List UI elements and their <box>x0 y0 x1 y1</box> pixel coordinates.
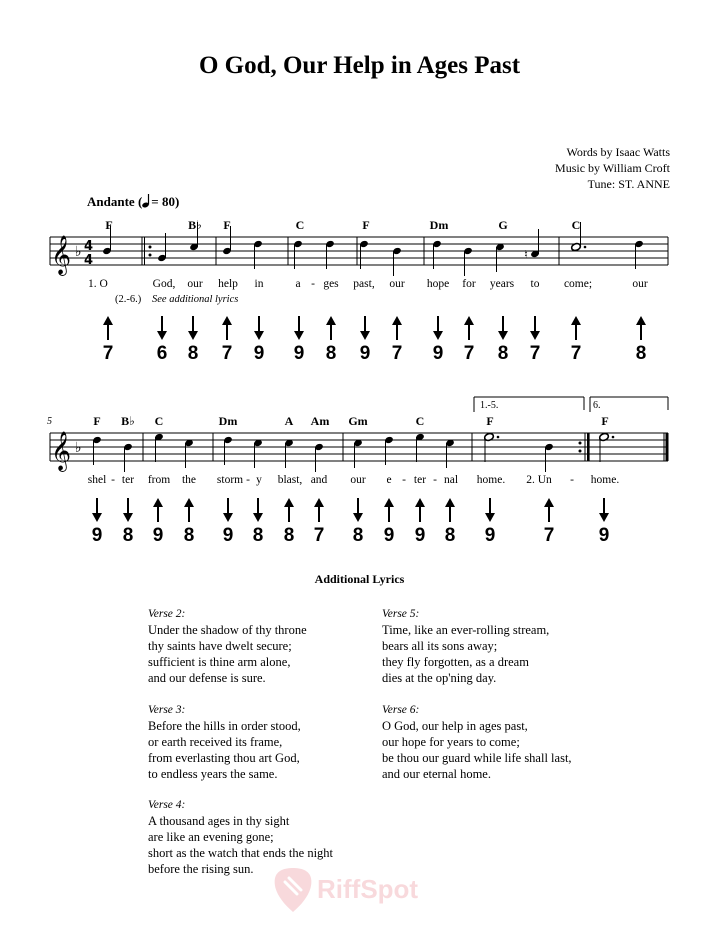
verse-line: O God, our help in ages past, <box>382 719 528 733</box>
additional-lyrics-note: See additional lyrics <box>152 294 239 305</box>
chord-symbol: F <box>223 218 231 232</box>
lyric-syllable: a <box>295 278 301 290</box>
svg-text:4: 4 <box>84 239 94 254</box>
verse-line: our hope for years to come; <box>382 735 520 749</box>
hole-number: 7 <box>529 343 541 364</box>
hole-number: 8 <box>187 343 199 364</box>
chord-symbol: F <box>93 414 101 428</box>
verse-line: or earth received its frame, <box>148 735 283 749</box>
arrow-up-icon <box>384 498 394 522</box>
lyric-syllable: storm <box>216 474 244 486</box>
lyric-syllable: hope <box>426 278 450 290</box>
svg-text:𝄞: 𝄞 <box>51 431 72 471</box>
tempo-bpm: = 80 <box>151 194 175 209</box>
lyric-syllable: our <box>632 278 648 290</box>
lyric-syllable: in <box>254 278 264 290</box>
lyric-syllable: come; <box>563 278 593 290</box>
chord-symbol: C <box>571 218 581 232</box>
credit-music: Music by William Croft <box>555 161 670 175</box>
svg-text:♮: ♮ <box>524 248 528 261</box>
verse-block-5 <box>382 606 549 686</box>
lyric-syllable: the <box>181 474 197 486</box>
lyric-syllable: for <box>462 278 476 290</box>
lyric-syllable: our <box>389 278 405 290</box>
hole-number: 8 <box>444 525 456 546</box>
hole-number: 7 <box>313 525 325 546</box>
verse-line: Under the shadow of thy throne <box>148 623 307 637</box>
verse-line: from everlasting thou art God, <box>148 751 300 765</box>
verse-line: short as the watch that ends the night <box>148 846 334 860</box>
lyric-syllable: e <box>386 474 392 486</box>
hole-number: 8 <box>183 525 195 546</box>
hole-number: 9 <box>293 343 305 364</box>
lyric-syllable: God, <box>152 278 176 290</box>
chord-symbol: C <box>295 218 305 232</box>
hole-number: 9 <box>432 343 444 364</box>
verse-line: and our defense is sure. <box>148 671 266 685</box>
lyric-hyphen: - <box>402 474 406 486</box>
tempo-marking: Andante ( = 80) <box>87 194 180 209</box>
verse-line: to endless years the same. <box>148 767 278 781</box>
harmonica-hole <box>179 498 199 547</box>
lyric-syllable: to <box>530 278 540 290</box>
verse-block-2 <box>148 606 307 686</box>
verse-label: Verse 2: <box>148 608 186 620</box>
first-ending-label: 1.-5. <box>480 400 499 411</box>
lyric-syllable: y <box>256 474 262 486</box>
harmonica-hole <box>348 498 368 547</box>
arrow-up-icon <box>284 498 294 522</box>
hole-number: 9 <box>152 525 164 546</box>
harmonica-hole <box>279 498 299 547</box>
chord-symbol: B♭ <box>188 218 202 232</box>
arrow-up-icon <box>445 498 455 522</box>
arrow-down-icon <box>123 498 133 522</box>
hole-number: 8 <box>122 525 134 546</box>
chord-symbol: F <box>362 218 370 232</box>
riffspot-logo <box>271 860 451 920</box>
hole-number: 9 <box>359 343 371 364</box>
lyric-syllable: and <box>310 474 328 486</box>
lyric-syllable: our <box>187 278 203 290</box>
chord-symbol: Dm <box>218 414 238 428</box>
lyric-syllable: ter <box>121 474 135 486</box>
harmonica-hole <box>118 498 138 547</box>
arrow-down-icon <box>92 498 102 522</box>
measure-number: 5 <box>47 416 52 427</box>
second-ending-label: 6. <box>593 400 601 411</box>
chord-symbol: A <box>284 414 294 428</box>
hole-number: 8 <box>252 525 264 546</box>
verse-line: A thousand ages in thy sight <box>148 814 290 828</box>
verse-label: Verse 5: <box>382 608 420 620</box>
arrow-down-icon <box>485 498 495 522</box>
harmonica-hole <box>148 498 168 547</box>
verse-line: Time, like an ever-rolling stream, <box>382 623 550 637</box>
logo-text: RiffSpot <box>317 874 419 904</box>
lyric-hyphen: - <box>433 474 437 486</box>
harmonica-hole <box>410 498 430 547</box>
chord-symbol: C <box>154 414 164 428</box>
hole-number: 6 <box>156 343 168 364</box>
chord-symbol: F <box>105 218 113 232</box>
lyric-syllable: shel <box>87 474 107 486</box>
lyric-syllable: years <box>489 278 515 290</box>
lyric-hyphen: - <box>311 278 315 290</box>
chord-symbol: B♭ <box>121 414 135 428</box>
harmonica-hole <box>379 498 399 547</box>
hole-number: 7 <box>570 343 582 364</box>
harmonica-hole <box>594 498 614 547</box>
lyric-syllable: home. <box>590 474 620 486</box>
harmonica-hole <box>309 498 329 547</box>
verse-number-lyric: 1. O <box>88 278 108 290</box>
chord-symbol: Gm <box>348 414 368 428</box>
lyric-hyphen: - <box>111 474 115 486</box>
arrow-down-icon <box>353 498 363 522</box>
lyric-syllable: help <box>218 278 238 290</box>
hole-number: 7 <box>543 525 555 546</box>
hole-number: 9 <box>598 525 610 546</box>
verse-line: sufficient is thine arm alone, <box>148 655 291 669</box>
verse-line: before the rising sun. <box>148 862 254 876</box>
lyric-syllable: ges <box>323 278 339 290</box>
harmonica-hole <box>87 498 107 547</box>
lyric-syllable: home. <box>476 474 506 486</box>
page-title: O God, Our Help in Ages Past <box>198 52 521 79</box>
hole-number: 7 <box>102 343 114 364</box>
chord-symbol: Dm <box>429 218 449 232</box>
hole-number: 7 <box>221 343 233 364</box>
hole-number: 9 <box>414 525 426 546</box>
verse-line: be thou our guard while life shall last, <box>382 751 572 765</box>
additional-lyrics-heading: Additional Lyrics <box>314 572 405 586</box>
chord-symbol: F <box>486 414 494 428</box>
harmonica-hole <box>539 498 559 547</box>
guitar-pick-icon <box>271 866 315 914</box>
verse-label: Verse 4: <box>148 799 186 811</box>
lyric-syllable: our <box>350 474 366 486</box>
hole-number: 9 <box>383 525 395 546</box>
harmonica-hole <box>248 498 268 547</box>
arrow-down-icon <box>253 498 263 522</box>
arrow-up-icon <box>153 498 163 522</box>
lyric-syllable: blast, <box>277 474 303 486</box>
verse-label: Verse 6: <box>382 704 420 716</box>
arrow-down-icon <box>599 498 609 522</box>
lyric-syllable: 2. Un <box>526 474 552 486</box>
hole-number: 8 <box>635 343 647 364</box>
alt-verse-numbers: (2.-6.) <box>115 294 142 305</box>
hole-number: 7 <box>463 343 475 364</box>
verse-line: they fly forgotten, as a dream <box>382 655 529 669</box>
tempo-label: Andante <box>87 194 135 209</box>
harmonica-hole <box>440 498 460 547</box>
verse-line: thy saints have dwelt secure; <box>148 639 292 653</box>
lyric-syllable: from <box>147 474 171 486</box>
lyric-hyphen: - <box>246 474 250 486</box>
hole-number: 8 <box>497 343 509 364</box>
chord-symbol: C <box>415 414 425 428</box>
lyric-syllable: past, <box>353 278 375 290</box>
verse-block-3 <box>148 702 301 782</box>
verse-line: Before the hills in order stood, <box>148 719 301 733</box>
arrow-up-icon <box>544 498 554 522</box>
lyric-syllable: nal <box>443 474 459 486</box>
credit-words: Words by Isaac Watts <box>566 145 670 159</box>
verse-line: are like an evening gone; <box>148 830 274 844</box>
hole-number: 9 <box>91 525 103 546</box>
credit-tune: Tune: ST. ANNE <box>587 177 670 191</box>
hole-number: 9 <box>253 343 265 364</box>
chord-symbol: Am <box>310 414 330 428</box>
hole-number: 7 <box>391 343 403 364</box>
arrow-up-icon <box>415 498 425 522</box>
lyric-hyphen: - <box>570 474 574 486</box>
hole-number: 8 <box>283 525 295 546</box>
hole-number: 9 <box>222 525 234 546</box>
svg-text:4: 4 <box>84 253 94 268</box>
harmonica-hole <box>480 498 500 547</box>
verse-block-6 <box>382 702 572 782</box>
hole-number: 8 <box>352 525 364 546</box>
hole-number: 8 <box>325 343 337 364</box>
chord-symbol: G <box>498 218 508 232</box>
verse-line: and our eternal home. <box>382 767 491 781</box>
svg-text:𝄞: 𝄞 <box>51 235 72 275</box>
verse-label: Verse 3: <box>148 704 186 716</box>
harmonica-hole <box>218 498 238 547</box>
svg-text:♭: ♭ <box>75 244 82 260</box>
verse-line: bears all its sons away; <box>382 639 498 653</box>
arrow-down-icon <box>223 498 233 522</box>
verse-line: dies at the op'ning day. <box>382 671 497 685</box>
chord-symbol: F <box>601 414 609 428</box>
hole-number: 9 <box>484 525 496 546</box>
svg-text:♭: ♭ <box>75 440 82 456</box>
arrow-up-icon <box>314 498 324 522</box>
lyric-syllable: ter <box>413 474 427 486</box>
arrow-up-icon <box>184 498 194 522</box>
